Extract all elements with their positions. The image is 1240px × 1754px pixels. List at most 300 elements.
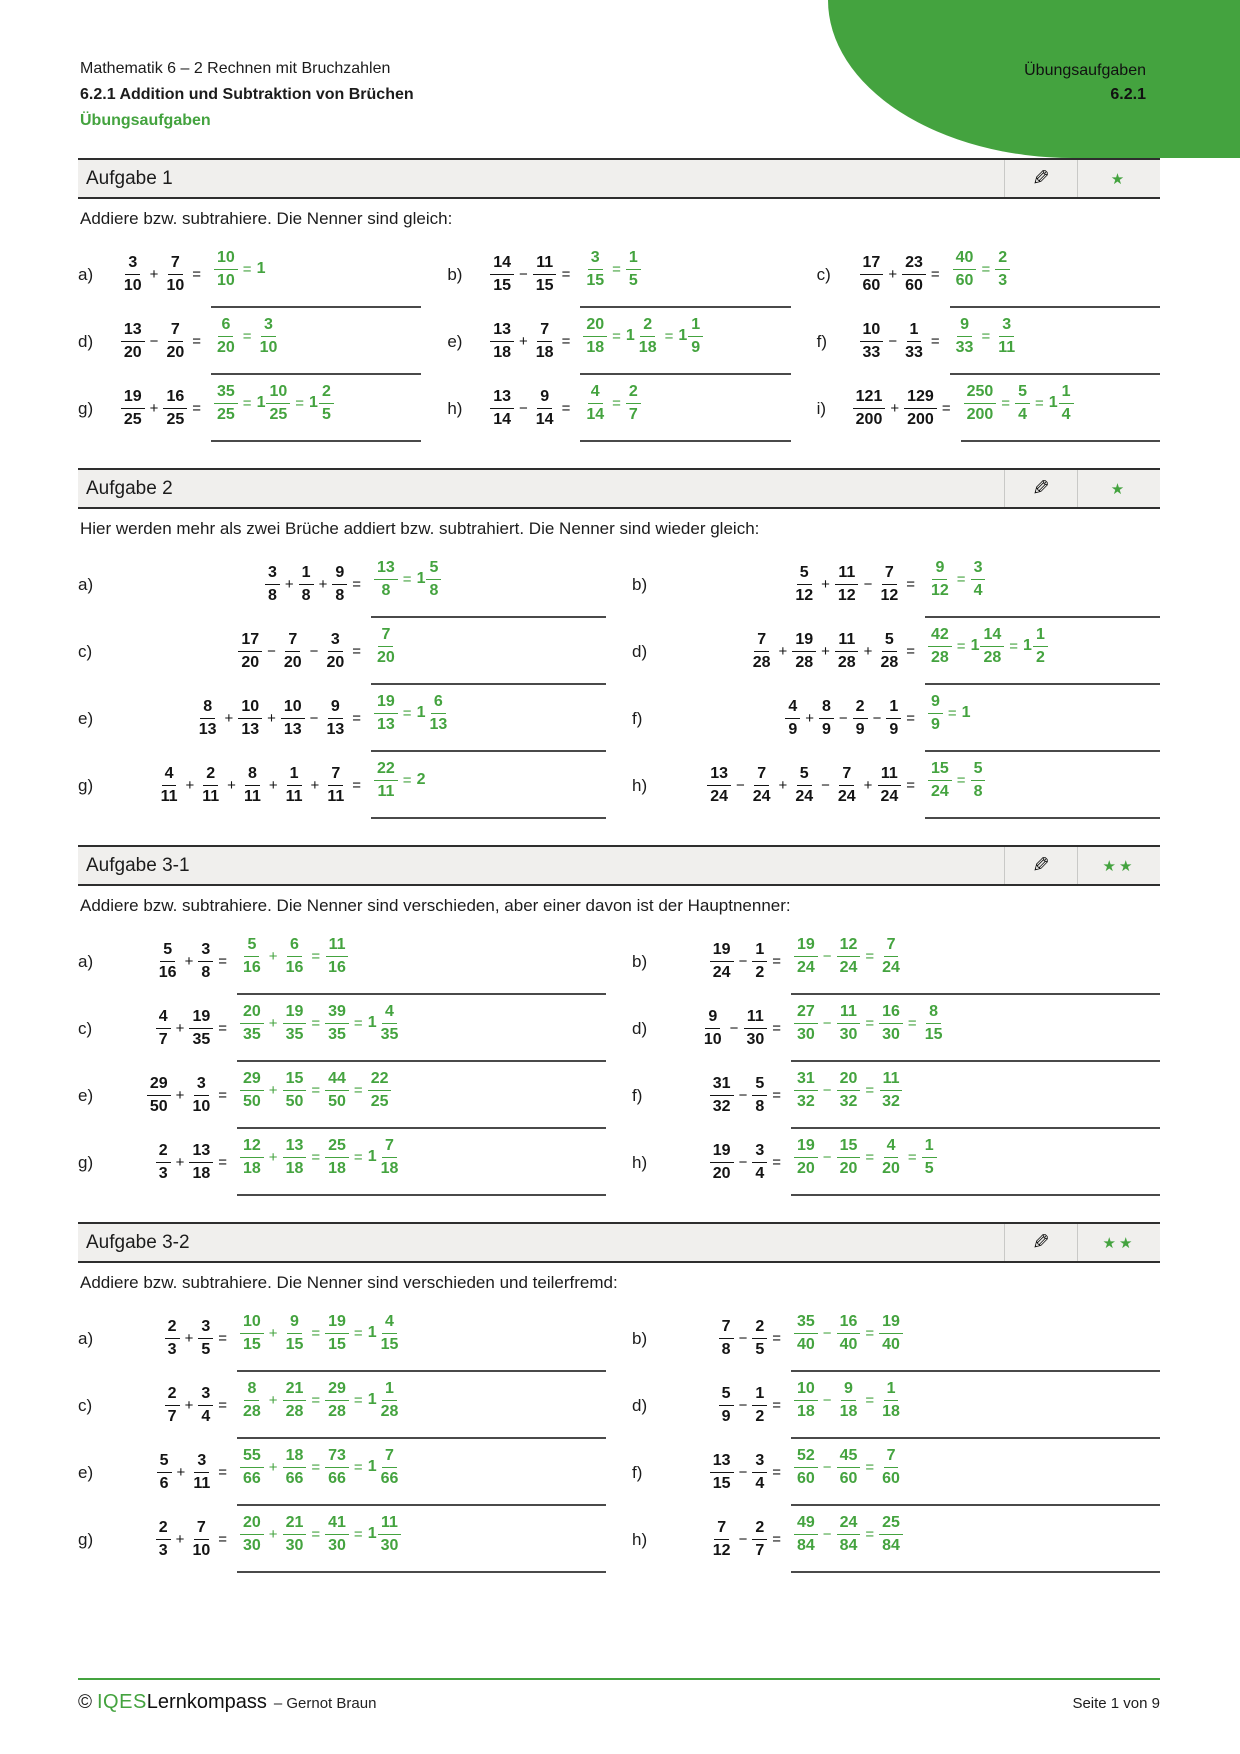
fraction xyxy=(196,698,220,739)
problem-expression xyxy=(668,564,920,605)
fraction xyxy=(837,1447,861,1488)
numerator: 2 xyxy=(156,1519,171,1540)
mixed-number xyxy=(1049,383,1074,424)
fraction xyxy=(688,316,703,357)
fraction xyxy=(879,1380,903,1421)
denominator: 30 xyxy=(746,1031,765,1048)
fraction xyxy=(319,383,334,424)
fraction xyxy=(879,936,903,977)
operator: − xyxy=(738,953,748,970)
fraction xyxy=(752,941,767,982)
fraction xyxy=(198,1318,213,1359)
operator: = xyxy=(772,1020,781,1037)
fraction xyxy=(374,559,398,600)
denominator: 5 xyxy=(924,1159,934,1177)
problem-row xyxy=(632,551,1160,618)
denominator: 9 xyxy=(721,1408,731,1425)
denominator: 24 xyxy=(931,782,949,800)
operator: + xyxy=(185,777,195,794)
denominator: 5 xyxy=(321,405,331,423)
answer-line xyxy=(211,375,421,442)
fraction xyxy=(752,1385,767,1426)
header-course: Mathematik 6 – 2 Rechnen mit Bruchzahlen xyxy=(80,60,391,77)
task-title: Aufgabe 2 xyxy=(86,477,173,499)
denominator: 10 xyxy=(123,277,142,294)
denominator: 12 xyxy=(880,587,899,604)
fraction xyxy=(281,631,305,672)
operator: − xyxy=(822,1081,832,1099)
problem-expression xyxy=(853,254,945,295)
numerator: 7 xyxy=(884,936,899,957)
denominator: 2 xyxy=(755,1408,765,1425)
denominator: 13 xyxy=(198,721,217,738)
fraction xyxy=(190,1452,213,1493)
answer-line xyxy=(961,375,1160,442)
denominator: 30 xyxy=(797,1025,815,1043)
operator: − xyxy=(888,333,898,350)
denominator: 10 xyxy=(192,1098,211,1115)
fraction xyxy=(265,564,280,605)
operator: = xyxy=(865,1081,875,1099)
solution-expression xyxy=(214,249,265,290)
fraction xyxy=(240,1070,264,1111)
fraction xyxy=(794,1313,818,1354)
operator: = xyxy=(561,333,571,350)
operator: − xyxy=(822,947,832,965)
operator: = xyxy=(295,394,305,412)
numerator: 2 xyxy=(626,383,641,404)
denominator: 24 xyxy=(712,964,731,981)
numerator: 7 xyxy=(882,564,897,585)
fraction xyxy=(879,1137,903,1178)
denominator: 66 xyxy=(380,1469,399,1487)
fraction xyxy=(257,316,281,357)
numerator: 5 xyxy=(752,1075,767,1096)
operator: − xyxy=(822,1014,832,1032)
problem-expression xyxy=(668,1318,786,1359)
denominator: 14 xyxy=(535,411,554,428)
denominator: 25 xyxy=(166,411,185,428)
problem-row xyxy=(632,1062,1160,1129)
fraction xyxy=(147,1075,171,1116)
fraction xyxy=(877,765,901,806)
denominator: 200 xyxy=(966,405,994,423)
denominator: 9 xyxy=(855,721,865,738)
whole-part: 1 xyxy=(367,1391,377,1408)
fraction xyxy=(752,1452,767,1493)
numerator: 1 xyxy=(1059,383,1074,404)
numerator: 3 xyxy=(194,1075,209,1096)
fraction xyxy=(980,626,1004,667)
denominator: 60 xyxy=(882,1469,900,1487)
numerator: 19 xyxy=(325,1313,349,1334)
numerator: 31 xyxy=(794,1070,818,1091)
problem-row xyxy=(817,375,1160,442)
numerator: 9 xyxy=(328,698,343,719)
operator: = xyxy=(561,266,571,283)
denominator: 8 xyxy=(201,964,211,981)
denominator: 20 xyxy=(797,1159,815,1177)
numerator: 19 xyxy=(283,1003,307,1024)
pencil-cell xyxy=(1005,853,1077,878)
denominator: 5 xyxy=(201,1341,211,1358)
numerator: 14 xyxy=(490,254,514,275)
denominator: 11 xyxy=(160,788,178,805)
fraction xyxy=(752,1519,767,1560)
numerator: 10 xyxy=(281,698,305,719)
denominator: 40 xyxy=(797,1335,815,1353)
numerator: 16 xyxy=(163,388,187,409)
operator: = xyxy=(311,1525,321,1543)
solution-expression xyxy=(583,249,640,290)
operator: − xyxy=(822,1391,832,1409)
problem-label: g) xyxy=(78,1152,94,1172)
fraction xyxy=(283,1514,307,1555)
operator: − xyxy=(863,576,873,593)
fraction xyxy=(378,1313,402,1354)
denominator: 9 xyxy=(889,721,899,738)
numerator: 11 xyxy=(837,1003,860,1024)
fraction xyxy=(189,1519,213,1560)
numerator: 9 xyxy=(332,564,347,585)
numerator: 3 xyxy=(261,316,276,337)
problem-row xyxy=(78,752,606,819)
denominator: 25 xyxy=(123,411,142,428)
operator: = xyxy=(956,637,966,655)
operator: = xyxy=(352,777,361,794)
operator: − xyxy=(738,1087,748,1104)
numerator: 10 xyxy=(794,1380,818,1401)
denominator: 8 xyxy=(973,782,983,800)
fraction xyxy=(707,765,731,806)
denominator: 24 xyxy=(837,788,856,805)
numerator: 55 xyxy=(240,1447,264,1468)
numerator: 15 xyxy=(837,1137,861,1158)
denominator: 40 xyxy=(839,1335,858,1353)
numerator: 1 xyxy=(907,321,922,342)
operator: + xyxy=(175,1531,185,1548)
problem-expression xyxy=(114,1008,232,1049)
denominator: 15 xyxy=(380,1335,399,1353)
whole-part: 1 xyxy=(970,637,980,654)
footer-brand xyxy=(78,1691,376,1714)
numerator: 17 xyxy=(860,254,884,275)
numerator: 4 xyxy=(156,1008,171,1029)
problem-label: e) xyxy=(78,1085,94,1105)
denominator: 3 xyxy=(167,1341,177,1358)
solution-expression xyxy=(240,1003,401,1044)
problem-row xyxy=(78,308,421,375)
fraction xyxy=(374,760,398,801)
operator: = xyxy=(218,1464,227,1481)
operator: = xyxy=(192,400,201,417)
problem-row xyxy=(632,685,1160,752)
numerator: 8 xyxy=(244,1380,259,1401)
denominator: 24 xyxy=(880,788,899,805)
numerator: 4 xyxy=(382,1003,397,1024)
solution-expression xyxy=(794,1514,903,1555)
denominator: 15 xyxy=(285,1335,304,1353)
numerator: 29 xyxy=(147,1075,171,1096)
numerator: 9 xyxy=(841,1380,856,1401)
fraction xyxy=(281,698,305,739)
numerator: 13 xyxy=(374,559,398,580)
operator: = xyxy=(311,1014,321,1032)
fraction xyxy=(426,693,450,734)
numerator: 15 xyxy=(928,760,952,781)
answer-line xyxy=(371,551,606,618)
numerator: 129 xyxy=(904,388,937,409)
task-problems-grid xyxy=(78,928,1160,1196)
operator: + xyxy=(149,266,159,283)
fraction xyxy=(971,559,986,600)
numerator: 1 xyxy=(382,1380,397,1401)
operator: = xyxy=(772,953,781,970)
denominator: 3 xyxy=(998,271,1008,289)
answer-line xyxy=(791,928,1160,995)
operator: + xyxy=(268,1014,278,1032)
solution-expression xyxy=(953,316,1018,357)
answer-line xyxy=(371,752,606,819)
denominator: 18 xyxy=(535,344,554,361)
doc-header xyxy=(80,56,414,134)
task-section xyxy=(78,1222,1160,1573)
operator: + xyxy=(268,777,278,794)
numerator: 20 xyxy=(240,1003,264,1024)
fraction xyxy=(710,1519,734,1560)
numerator: 2 xyxy=(752,1318,767,1339)
numerator: 9 xyxy=(537,388,552,409)
task-header-bar xyxy=(78,1222,1160,1263)
denominator: 84 xyxy=(882,1536,900,1554)
operator: − xyxy=(822,1525,832,1543)
numerator: 7 xyxy=(719,1318,734,1339)
problem-label: g) xyxy=(78,398,94,418)
operator: = xyxy=(772,1087,781,1104)
denominator: 33 xyxy=(862,344,881,361)
operator: + xyxy=(175,1020,185,1037)
problem-expression xyxy=(668,1142,786,1183)
problem-label: h) xyxy=(632,1152,648,1172)
denominator: 4 xyxy=(1018,405,1027,423)
whole-part: 1 xyxy=(367,1525,377,1542)
problem-expression xyxy=(114,388,206,429)
pencil-cell xyxy=(1005,476,1077,501)
operator: + xyxy=(184,1330,194,1347)
operator: + xyxy=(267,710,276,727)
denominator: 66 xyxy=(243,1469,261,1487)
numerator: 45 xyxy=(837,1447,861,1468)
operator: = xyxy=(612,394,621,412)
problem-expression xyxy=(114,1519,232,1560)
denominator: 60 xyxy=(797,1469,815,1487)
numerator: 3 xyxy=(752,1452,767,1473)
denominator: 30 xyxy=(328,1536,346,1554)
fraction xyxy=(710,1075,734,1116)
problem-label: f) xyxy=(816,331,828,351)
problem-label: g) xyxy=(78,1529,94,1549)
answer-line xyxy=(791,1129,1160,1196)
denominator: 3 xyxy=(158,1165,168,1182)
operator: = xyxy=(772,1464,781,1481)
fraction xyxy=(157,1452,172,1493)
fraction xyxy=(792,765,816,806)
denominator: 20 xyxy=(123,344,142,361)
problem-row xyxy=(447,375,790,442)
numerator: 9 xyxy=(932,559,947,580)
denominator: 3 xyxy=(158,1542,168,1559)
operator: + xyxy=(310,777,320,794)
fraction xyxy=(879,1313,903,1354)
answer-line xyxy=(237,1439,606,1506)
solution-expression xyxy=(214,383,334,424)
fraction xyxy=(325,1514,349,1555)
numerator: 6 xyxy=(431,693,446,714)
denominator: 11 xyxy=(327,788,345,805)
denominator: 18 xyxy=(797,1402,815,1420)
problem-row xyxy=(817,241,1160,308)
fraction xyxy=(378,1137,402,1178)
numerator: 3 xyxy=(198,941,213,962)
whole-number: 1 xyxy=(961,704,971,721)
problem-label: h) xyxy=(632,775,648,795)
numerator: 5 xyxy=(971,760,986,781)
problem-label: d) xyxy=(632,1395,648,1415)
denominator: 16 xyxy=(243,958,261,976)
answer-line xyxy=(237,995,606,1062)
problem-expression xyxy=(668,765,920,806)
fraction xyxy=(785,698,800,739)
numerator: 18 xyxy=(283,1447,307,1468)
task-header-bar xyxy=(78,158,1160,199)
operator: = xyxy=(218,1531,227,1548)
numerator: 19 xyxy=(710,1142,734,1163)
numerator: 10 xyxy=(240,1313,264,1334)
problem-row xyxy=(632,1305,1160,1372)
operator: − xyxy=(519,266,528,283)
problem-row xyxy=(632,752,1160,819)
numerator: 13 xyxy=(710,1452,734,1473)
fraction xyxy=(860,254,884,295)
fraction xyxy=(879,1070,903,1111)
numerator: 3 xyxy=(125,254,140,275)
fraction xyxy=(283,1003,307,1044)
denominator: 60 xyxy=(955,271,974,289)
denominator: 9 xyxy=(931,715,940,733)
whole-part: 1 xyxy=(625,327,635,344)
task-section xyxy=(78,845,1160,1196)
numerator: 2 xyxy=(319,383,334,404)
numerator: 39 xyxy=(325,1003,349,1024)
numerator: 3 xyxy=(198,1318,213,1339)
problem-row xyxy=(78,928,606,995)
operator: + xyxy=(821,576,830,593)
denominator: 15 xyxy=(924,1025,943,1043)
denominator: 14 xyxy=(586,405,605,423)
denominator: 84 xyxy=(797,1536,815,1554)
numerator: 5 xyxy=(157,1452,172,1473)
numerator: 7 xyxy=(382,1447,397,1468)
fraction xyxy=(626,249,641,290)
mixed-number xyxy=(368,1514,402,1555)
denominator: 28 xyxy=(880,654,899,671)
solution-expression xyxy=(794,936,903,977)
problem-expression xyxy=(114,1142,232,1183)
problem-expression xyxy=(114,1385,232,1426)
denominator: 11 xyxy=(998,338,1016,356)
denominator: 33 xyxy=(905,344,923,361)
numerator: 2 xyxy=(165,1318,180,1339)
denominator: 33 xyxy=(955,338,974,356)
numerator: 42 xyxy=(928,626,952,647)
operator: = xyxy=(772,1397,781,1414)
fraction xyxy=(283,1137,307,1178)
fraction xyxy=(719,1318,734,1359)
mixed-number xyxy=(971,626,1005,667)
denominator: 2 xyxy=(1035,648,1045,666)
operator: − xyxy=(309,643,319,660)
operator: = xyxy=(353,1014,363,1032)
problem-label: d) xyxy=(78,331,94,351)
task-intro: Addiere bzw. subtrahiere. Die Nenner sind gleich: xyxy=(80,209,453,228)
fraction xyxy=(794,1380,818,1421)
fraction xyxy=(794,1070,818,1111)
problem-label: b) xyxy=(632,574,648,594)
problem-expression xyxy=(114,564,366,605)
numerator: 250 xyxy=(964,383,997,404)
numerator: 13 xyxy=(490,321,514,342)
fraction xyxy=(953,316,977,357)
numerator: 73 xyxy=(325,1447,349,1468)
fraction xyxy=(860,321,884,362)
denominator: 20 xyxy=(326,654,345,671)
solution-expression xyxy=(794,1313,903,1354)
operator: + xyxy=(863,643,873,660)
operator: + xyxy=(224,710,234,727)
whole-part: 1 xyxy=(309,394,318,411)
fraction xyxy=(283,765,306,806)
operator: − xyxy=(872,710,882,727)
fraction xyxy=(837,936,861,977)
denominator: 12 xyxy=(837,587,856,604)
fraction xyxy=(240,1313,264,1354)
fraction xyxy=(240,1514,264,1555)
whole-number: 1 xyxy=(256,260,266,277)
page-footer xyxy=(78,1678,1160,1714)
denominator: 50 xyxy=(149,1098,168,1115)
operator: = xyxy=(352,710,361,727)
mixed-number xyxy=(368,1313,402,1354)
problem-expression xyxy=(114,254,206,295)
fraction xyxy=(323,698,347,739)
denominator: 20 xyxy=(217,338,235,356)
numerator: 11 xyxy=(744,1008,767,1029)
fraction xyxy=(325,936,349,977)
header-chapter: 6.2.1 Addition und Subtraktion von Brüchen xyxy=(80,86,414,103)
numerator: 3 xyxy=(999,316,1014,337)
operator: = xyxy=(865,1324,875,1342)
numerator: 2 xyxy=(165,1385,180,1406)
problem-expression xyxy=(114,321,206,362)
fraction xyxy=(189,1142,213,1183)
task-title: Aufgabe 1 xyxy=(86,167,173,189)
task-problems-grid xyxy=(78,551,1160,819)
numerator: 8 xyxy=(926,1003,941,1024)
denominator: 28 xyxy=(243,1402,261,1420)
denominator: 32 xyxy=(882,1092,900,1110)
operator: = xyxy=(981,260,991,278)
operator: + xyxy=(805,710,814,727)
